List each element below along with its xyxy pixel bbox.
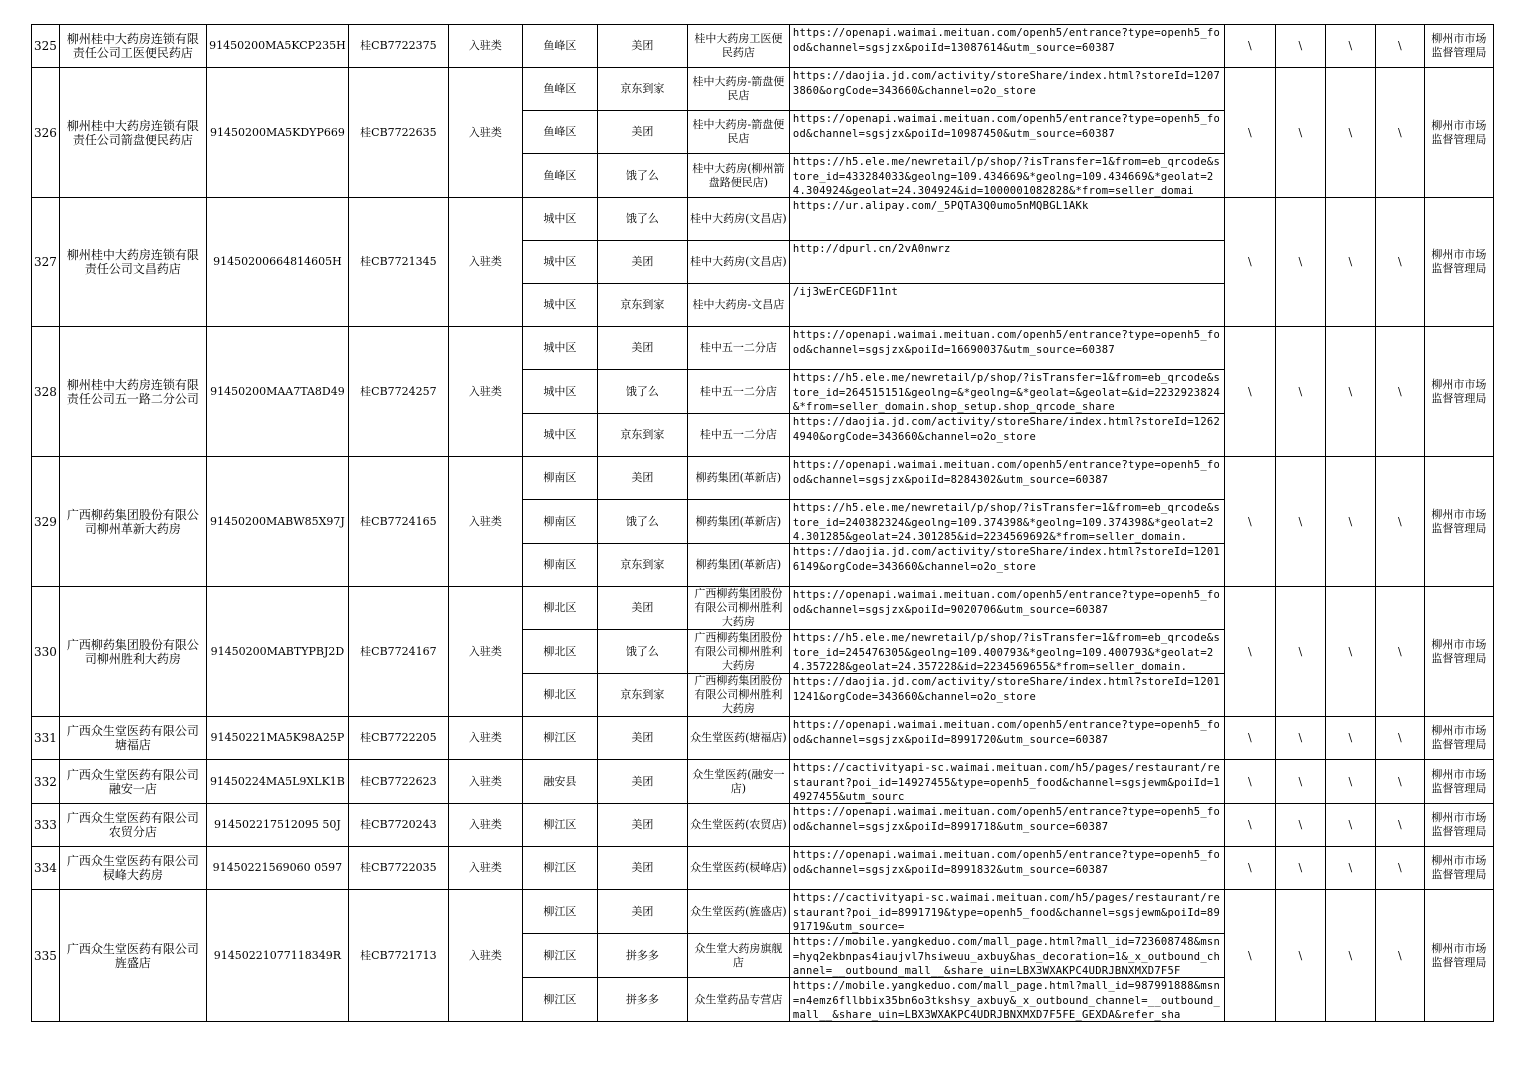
store-name: 广西柳药集团股份有限公司柳州胜利大药房 bbox=[694, 587, 783, 628]
entry-type: 入驻类 bbox=[448, 587, 522, 717]
license-number: 桂CB7722035 bbox=[348, 847, 448, 890]
row-number: 329 bbox=[32, 457, 60, 587]
table-row bbox=[32, 587, 1494, 630]
empty-field-c4: \ bbox=[1375, 760, 1424, 804]
empty-field-c2: \ bbox=[1275, 717, 1325, 760]
platform-cell: 拼多多 bbox=[597, 934, 687, 978]
store-url[interactable]: https://daojia.jd.com/activity/storeShare/index.html?storeId=12011241&orgCode=343660&channel=o2o_store bbox=[792, 676, 1221, 703]
store-name: 桂中大药房-箭盘便民店 bbox=[692, 75, 785, 102]
company-name: 柳州桂中大药房连锁有限责任公司工医便民药店 bbox=[59, 25, 206, 68]
platform-cell: 美团 bbox=[597, 457, 687, 500]
district-cell: 柳北区 bbox=[522, 587, 597, 630]
empty-field-c4: \ bbox=[1375, 804, 1424, 847]
platform-cell: 美团 bbox=[597, 804, 687, 847]
store-url-cell bbox=[789, 544, 1224, 587]
row-number: 330 bbox=[32, 587, 60, 717]
company-name: 广西众生堂医药有限公司塘福店 bbox=[59, 717, 206, 760]
platform-cell: 美团 bbox=[597, 760, 687, 804]
license-number: 桂CB7721345 bbox=[348, 198, 448, 327]
row-number: 334 bbox=[32, 847, 60, 890]
store-name-cell bbox=[687, 284, 789, 327]
company-name: 广西柳药集团股份有限公司柳州胜利大药房 bbox=[59, 587, 206, 717]
empty-field-c4: \ bbox=[1375, 68, 1424, 198]
empty-field-c3: \ bbox=[1325, 198, 1375, 327]
store-name-cell bbox=[687, 241, 789, 284]
store-name-cell bbox=[687, 804, 789, 847]
entry-type: 入驻类 bbox=[448, 847, 522, 890]
store-name: 桂中大药房(文昌店) bbox=[690, 255, 787, 268]
table-row bbox=[32, 327, 1494, 370]
district-cell: 鱼峰区 bbox=[522, 68, 597, 111]
license-number: 桂CB7724257 bbox=[348, 327, 448, 457]
authority-cell: 柳州市市场监督管理局 bbox=[1424, 804, 1493, 847]
empty-field-c3: \ bbox=[1325, 717, 1375, 760]
credit-code: 914502217512095 50J bbox=[206, 804, 348, 847]
store-url-cell bbox=[789, 630, 1224, 674]
store-url[interactable]: https://mobile.yangkeduo.com/mall_page.html?mall_id=987991888&msn=n4emz6fllbbix35bn6o3tkshsy_axbuy&_x_outbound_channel=__outbound_mall__&share_uin=LBX3WXAKPC4UDRJBNXMXD7F5FE_GEXDA&refer_sha bbox=[792, 980, 1221, 1021]
authority-cell: 柳州市市场监督管理局 bbox=[1424, 198, 1493, 327]
store-name-cell bbox=[687, 717, 789, 760]
platform-cell: 饿了么 bbox=[597, 500, 687, 544]
empty-field-c4: \ bbox=[1375, 25, 1424, 68]
authority-cell: 柳州市市场监督管理局 bbox=[1424, 717, 1493, 760]
authority-cell: 柳州市市场监督管理局 bbox=[1424, 760, 1493, 804]
empty-field-c4: \ bbox=[1375, 457, 1424, 587]
store-url-cell bbox=[789, 68, 1224, 111]
credit-code: 91450224MA5L9XLK1B bbox=[206, 760, 348, 804]
store-name: 桂中五一二分店 bbox=[699, 384, 777, 398]
district-cell: 城中区 bbox=[522, 198, 597, 241]
empty-field-c2: \ bbox=[1275, 847, 1325, 890]
district-cell: 城中区 bbox=[522, 370, 597, 414]
store-url-cell bbox=[789, 760, 1224, 804]
credit-code: 91450200MAA7TA8D49 bbox=[206, 327, 348, 457]
store-name: 众生堂医药(旌盛店) bbox=[690, 904, 787, 918]
empty-field-c2: \ bbox=[1275, 890, 1325, 1022]
district-cell: 柳南区 bbox=[522, 457, 597, 500]
store-url[interactable]: https://openapi.waimai.meituan.com/openh5/entrance?type=openh5_food&channel=sgsjzx&poiId=8991720&utm_source=60387 bbox=[792, 719, 1221, 746]
empty-field-c3: \ bbox=[1325, 890, 1375, 1022]
authority-cell: 柳州市市场监督管理局 bbox=[1424, 587, 1493, 717]
store-url[interactable]: https://openapi.waimai.meituan.com/openh5/entrance?type=openh5_food&channel=sgsjzx&poiId=13087614&utm_source=60387 bbox=[792, 27, 1221, 54]
empty-field-c2: \ bbox=[1275, 68, 1325, 198]
platform-cell: 京东到家 bbox=[597, 544, 687, 587]
credit-code: 91450200664814605H bbox=[206, 198, 348, 327]
company-name: 广西众生堂医药有限公司旌盛店 bbox=[59, 890, 206, 1022]
table-row bbox=[32, 68, 1494, 111]
platform-cell: 京东到家 bbox=[597, 284, 687, 327]
store-name: 众生堂大药房旗舰店 bbox=[694, 941, 783, 969]
district-cell: 柳江区 bbox=[522, 934, 597, 978]
district-cell: 柳南区 bbox=[522, 500, 597, 544]
store-url-cell bbox=[789, 890, 1224, 934]
store-name-cell bbox=[687, 327, 789, 370]
store-name: 桂中大药房-文昌店 bbox=[692, 298, 785, 311]
store-name-cell bbox=[687, 674, 789, 717]
row-number: 326 bbox=[32, 68, 60, 198]
empty-field-c1: \ bbox=[1224, 804, 1275, 847]
store-name: 众生堂医药(棂峰店) bbox=[690, 861, 787, 874]
store-name: 桂中大药房(柳州箭盘路便民店) bbox=[692, 161, 785, 189]
empty-field-c3: \ bbox=[1325, 68, 1375, 198]
company-name: 柳州桂中大药房连锁有限责任公司文昌药店 bbox=[59, 198, 206, 327]
store-name: 桂中五一二分店 bbox=[699, 428, 777, 441]
store-url-cell bbox=[789, 154, 1224, 198]
empty-field-c3: \ bbox=[1325, 327, 1375, 457]
empty-field-c4: \ bbox=[1375, 847, 1424, 890]
empty-field-c4: \ bbox=[1375, 198, 1424, 327]
district-cell: 柳江区 bbox=[522, 978, 597, 1022]
entry-type: 入驻类 bbox=[448, 198, 522, 327]
district-cell: 城中区 bbox=[522, 414, 597, 457]
empty-field-c1: \ bbox=[1224, 198, 1275, 327]
credit-code: 91450221MA5K98A25P bbox=[206, 717, 348, 760]
empty-field-c1: \ bbox=[1224, 68, 1275, 198]
store-url[interactable]: https://openapi.waimai.meituan.com/openh5/entrance?type=openh5_food&channel=sgsjzx&poiId=16690037&utm_source=60387 bbox=[792, 329, 1221, 356]
credit-code: 91450200MA5KDYP669 bbox=[206, 68, 348, 198]
table-row bbox=[32, 804, 1494, 847]
license-number: 桂CB7722623 bbox=[348, 760, 448, 804]
store-url-cell bbox=[789, 934, 1224, 978]
company-name: 广西众生堂医药有限公司棂峰大药房 bbox=[59, 847, 206, 890]
store-url[interactable]: https://daojia.jd.com/activity/storeShare/index.html?storeId=12016149&orgCode=343660&channel=o2o_store bbox=[792, 546, 1221, 573]
store-name-cell bbox=[687, 457, 789, 500]
empty-field-c1: \ bbox=[1224, 847, 1275, 890]
empty-field-c2: \ bbox=[1275, 760, 1325, 804]
store-url-cell bbox=[789, 241, 1224, 284]
platform-cell: 美团 bbox=[597, 111, 687, 154]
store-url[interactable]: https://cactivityapi-sc.waimai.meituan.com/h5/pages/restaurant/restaurant?poi_id=14927455&type=openh5_food&channel=sgsjewm&poiId=14927455&utm_sourc bbox=[792, 762, 1221, 803]
empty-field-c3: \ bbox=[1325, 760, 1375, 804]
license-number: 桂CB7722375 bbox=[348, 25, 448, 68]
company-name: 柳州桂中大药房连锁有限责任公司五一路二分公司 bbox=[59, 327, 206, 457]
store-name: 众生堂医药(农贸店) bbox=[690, 818, 787, 831]
store-url[interactable]: http://dpurl.cn/2vA0nwrz bbox=[792, 243, 951, 255]
empty-field-c1: \ bbox=[1224, 587, 1275, 717]
row-number: 332 bbox=[32, 760, 60, 804]
row-number: 328 bbox=[32, 327, 60, 457]
store-url[interactable]: https://h5.ele.me/newretail/p/shop/?isTransfer=1&from=eb_qrcode&store_id=240382324&geolng=109.374398&*geolng=109.374398&*geolat=24.301285&geolat=24.301285&id=2234569692&*from=seller_domain. bbox=[792, 502, 1221, 543]
table-row bbox=[32, 198, 1494, 241]
store-name: 柳药集团(革新店) bbox=[695, 558, 782, 571]
store-name: 柳药集团(革新店) bbox=[695, 514, 782, 528]
company-name: 柳州桂中大药房连锁有限责任公司箭盘便民药店 bbox=[59, 68, 206, 198]
store-name-cell bbox=[687, 68, 789, 111]
platform-cell: 美团 bbox=[597, 717, 687, 760]
empty-field-c4: \ bbox=[1375, 717, 1424, 760]
store-name-cell bbox=[687, 500, 789, 544]
authority-cell: 柳州市市场监督管理局 bbox=[1424, 327, 1493, 457]
empty-field-c1: \ bbox=[1224, 890, 1275, 1022]
entry-type: 入驻类 bbox=[448, 804, 522, 847]
store-name-cell bbox=[687, 890, 789, 934]
empty-field-c3: \ bbox=[1325, 847, 1375, 890]
store-url[interactable]: https://ur.alipay.com/_5PQTA3Q0umo5nMQBGL1AKk bbox=[792, 200, 1089, 212]
district-cell: 鱼峰区 bbox=[522, 154, 597, 198]
empty-field-c4: \ bbox=[1375, 890, 1424, 1022]
empty-field-c1: \ bbox=[1224, 457, 1275, 587]
empty-field-c2: \ bbox=[1275, 804, 1325, 847]
platform-cell: 饿了么 bbox=[597, 630, 687, 674]
store-url[interactable]: https://cactivityapi-sc.waimai.meituan.com/h5/pages/restaurant/restaurant?poi_id=8991719&type=openh5_food&channel=sgsjewm&poiId=8991719&utm_source= bbox=[792, 892, 1221, 933]
data-table bbox=[31, 24, 1494, 1022]
store-name-cell bbox=[687, 760, 789, 804]
district-cell: 柳江区 bbox=[522, 804, 597, 847]
entry-type: 入驻类 bbox=[448, 717, 522, 760]
table-row bbox=[32, 890, 1494, 934]
table-row bbox=[32, 717, 1494, 760]
credit-code: 91450200MABTYPBJ2D bbox=[206, 587, 348, 717]
credit-code: 91450221077118349R bbox=[206, 890, 348, 1022]
entry-type: 入驻类 bbox=[448, 890, 522, 1022]
table-row bbox=[32, 760, 1494, 804]
store-url[interactable]: https://daojia.jd.com/activity/storeShare/index.html?storeId=12073860&orgCode=343660&channel=o2o_store bbox=[792, 70, 1221, 97]
store-name-cell bbox=[687, 847, 789, 890]
authority-cell: 柳州市市场监督管理局 bbox=[1424, 25, 1493, 68]
empty-field-c2: \ bbox=[1275, 587, 1325, 717]
district-cell: 柳江区 bbox=[522, 890, 597, 934]
platform-cell: 饿了么 bbox=[597, 154, 687, 198]
store-url[interactable]: https://openapi.waimai.meituan.com/openh5/entrance?type=openh5_food&channel=sgsjzx&poiId=8284302&utm_source=60387 bbox=[792, 459, 1221, 486]
store-name-cell bbox=[687, 111, 789, 154]
license-number: 桂CB7720243 bbox=[348, 804, 448, 847]
platform-cell: 美团 bbox=[597, 847, 687, 890]
credit-code: 91450221569060 0597 bbox=[206, 847, 348, 890]
store-url-cell bbox=[789, 847, 1224, 890]
store-name-cell bbox=[687, 978, 789, 1022]
empty-field-c1: \ bbox=[1224, 25, 1275, 68]
store-url-cell bbox=[789, 414, 1224, 457]
store-name-cell bbox=[687, 630, 789, 674]
district-cell: 柳南区 bbox=[522, 544, 597, 587]
empty-field-c3: \ bbox=[1325, 25, 1375, 68]
store-url-cell bbox=[789, 111, 1224, 154]
store-url-cell bbox=[789, 804, 1224, 847]
store-name-cell bbox=[687, 154, 789, 198]
store-name-cell bbox=[687, 198, 789, 241]
store-url[interactable]: https://openapi.waimai.meituan.com/openh5/entrance?type=openh5_food&channel=sgsjzx&poiId=8991832&utm_source=60387 bbox=[792, 849, 1221, 876]
store-name-cell bbox=[687, 370, 789, 414]
store-url-cell bbox=[789, 457, 1224, 500]
entry-type: 入驻类 bbox=[448, 760, 522, 804]
company-name: 广西柳药集团股份有限公司柳州革新大药房 bbox=[59, 457, 206, 587]
store-url[interactable]: https://h5.ele.me/newretail/p/shop/?isTransfer=1&from=eb_qrcode&store_id=245476305&geolng=109.400793&*geolng=109.400793&*geolat=24.357228&geolat=24.357228&id=2234569655&*from=seller_domain. bbox=[792, 632, 1221, 673]
platform-cell: 饿了么 bbox=[597, 198, 687, 241]
district-cell: 融安县 bbox=[522, 760, 597, 804]
store-name: 广西柳药集团股份有限公司柳州胜利大药房 bbox=[694, 630, 783, 672]
credit-code: 91450200MA5KCP235H bbox=[206, 25, 348, 68]
empty-field-c2: \ bbox=[1275, 198, 1325, 327]
store-url[interactable]: https://mobile.yangkeduo.com/mall_page.html?mall_id=723608748&msn=hyq2ekbnpas4iaujvl7hsiweuu_axbuy&has_decoration=1&_x_outbound_channel=__outbound_mall__&share_uin=LBX3WXAKPC4UDRJBNXMXD7F5F bbox=[792, 936, 1221, 977]
store-name: 桂中大药房(文昌店) bbox=[690, 212, 787, 225]
store-name: 众生堂药品专营店 bbox=[694, 992, 783, 1006]
license-number: 桂CB7721713 bbox=[348, 890, 448, 1022]
platform-cell: 拼多多 bbox=[597, 978, 687, 1022]
store-url[interactable]: https://openapi.waimai.meituan.com/openh5/entrance?type=openh5_food&channel=sgsjzx&poiId=8991718&utm_source=60387 bbox=[792, 806, 1221, 833]
store-name-cell bbox=[687, 544, 789, 587]
district-cell: 城中区 bbox=[522, 284, 597, 327]
entry-type: 入驻类 bbox=[448, 457, 522, 587]
empty-field-c4: \ bbox=[1375, 327, 1424, 457]
empty-field-c1: \ bbox=[1224, 760, 1275, 804]
row-number: 333 bbox=[32, 804, 60, 847]
district-cell: 鱼峰区 bbox=[522, 25, 597, 68]
table-row bbox=[32, 25, 1494, 68]
district-cell: 城中区 bbox=[522, 327, 597, 370]
empty-field-c2: \ bbox=[1275, 457, 1325, 587]
company-name: 广西众生堂医药有限公司农贸分店 bbox=[59, 804, 206, 847]
platform-cell: 京东到家 bbox=[597, 414, 687, 457]
district-cell: 柳北区 bbox=[522, 630, 597, 674]
platform-cell: 美团 bbox=[597, 587, 687, 630]
store-url-cell bbox=[789, 198, 1224, 241]
license-number: 桂CB7722635 bbox=[348, 68, 448, 198]
empty-field-c2: \ bbox=[1275, 327, 1325, 457]
platform-cell: 饿了么 bbox=[597, 370, 687, 414]
empty-field-c3: \ bbox=[1325, 804, 1375, 847]
table-row bbox=[32, 457, 1494, 500]
store-url[interactable]: /ij3wErCEGDF11nt bbox=[792, 286, 899, 298]
store-name: 桂中大药房-箭盘便民店 bbox=[692, 118, 785, 145]
row-number: 325 bbox=[32, 25, 60, 68]
store-url-cell bbox=[789, 587, 1224, 630]
district-cell: 柳江区 bbox=[522, 717, 597, 760]
platform-cell: 京东到家 bbox=[597, 674, 687, 717]
license-number: 桂CB7722205 bbox=[348, 717, 448, 760]
store-name-cell bbox=[687, 414, 789, 457]
store-url[interactable]: https://h5.ele.me/newretail/p/shop/?isTransfer=1&from=eb_qrcode&store_id=264515151&geolng=&*geolng=&*geolat=&geolat=&id=2232923824&*from=seller_domain.shop_setup.shop_qrcode_share bbox=[792, 372, 1221, 413]
store-name-cell bbox=[687, 934, 789, 978]
credit-code: 91450200MABW85X97J bbox=[206, 457, 348, 587]
row-number: 331 bbox=[32, 717, 60, 760]
authority-cell: 柳州市市场监督管理局 bbox=[1424, 847, 1493, 890]
district-cell: 城中区 bbox=[522, 241, 597, 284]
entry-type: 入驻类 bbox=[448, 327, 522, 457]
district-cell: 鱼峰区 bbox=[522, 111, 597, 154]
authority-cell: 柳州市市场监督管理局 bbox=[1424, 890, 1493, 1022]
district-cell: 柳江区 bbox=[522, 847, 597, 890]
empty-field-c2: \ bbox=[1275, 25, 1325, 68]
store-url-cell bbox=[789, 674, 1224, 717]
empty-field-c4: \ bbox=[1375, 587, 1424, 717]
row-number: 335 bbox=[32, 890, 60, 1022]
store-url[interactable]: https://h5.ele.me/newretail/p/shop/?isTransfer=1&from=eb_qrcode&store_id=433284033&geolng=109.434669&*geolng=109.434669&*geolat=24.304924&geolat=24.304924&id=1000001082828&*from=seller_domai bbox=[792, 156, 1221, 197]
store-name-cell bbox=[687, 587, 789, 630]
entry-type: 入驻类 bbox=[448, 25, 522, 68]
store-url-cell bbox=[789, 327, 1224, 370]
store-name: 柳药集团(革新店) bbox=[695, 471, 782, 484]
store-name: 桂中大药房工医便民药店 bbox=[694, 32, 783, 59]
store-url[interactable]: https://daojia.jd.com/activity/storeShare/index.html?storeId=12624940&orgCode=343660&channel=o2o_store bbox=[792, 416, 1221, 443]
empty-field-c3: \ bbox=[1325, 457, 1375, 587]
store-name: 众生堂医药(塘福店) bbox=[690, 731, 787, 744]
store-url-cell bbox=[789, 25, 1224, 68]
platform-cell: 美团 bbox=[597, 890, 687, 934]
store-name-cell bbox=[687, 25, 789, 68]
platform-cell: 美团 bbox=[597, 327, 687, 370]
store-url[interactable]: https://openapi.waimai.meituan.com/openh5/entrance?type=openh5_food&channel=sgsjzx&poiId=9020706&utm_source=60387 bbox=[792, 589, 1221, 616]
store-url-cell bbox=[789, 978, 1224, 1022]
authority-cell: 柳州市市场监督管理局 bbox=[1424, 457, 1493, 587]
table-row bbox=[32, 847, 1494, 890]
store-name: 众生堂医药(融安一店) bbox=[692, 767, 785, 795]
empty-field-c1: \ bbox=[1224, 327, 1275, 457]
store-url-cell bbox=[789, 500, 1224, 544]
license-number: 桂CB7724167 bbox=[348, 587, 448, 717]
store-name: 桂中五一二分店 bbox=[699, 341, 777, 354]
license-number: 桂CB7724165 bbox=[348, 457, 448, 587]
authority-cell: 柳州市市场监督管理局 bbox=[1424, 68, 1493, 198]
store-url[interactable]: https://openapi.waimai.meituan.com/openh5/entrance?type=openh5_food&channel=sgsjzx&poiId=10987450&utm_source=60387 bbox=[792, 113, 1221, 140]
row-number: 327 bbox=[32, 198, 60, 327]
store-url-cell bbox=[789, 370, 1224, 414]
district-cell: 柳北区 bbox=[522, 674, 597, 717]
store-url-cell bbox=[789, 717, 1224, 760]
company-name: 广西众生堂医药有限公司融安一店 bbox=[59, 760, 206, 804]
empty-field-c1: \ bbox=[1224, 717, 1275, 760]
empty-field-c3: \ bbox=[1325, 587, 1375, 717]
store-name: 广西柳药集团股份有限公司柳州胜利大药房 bbox=[694, 674, 783, 715]
entry-type: 入驻类 bbox=[448, 68, 522, 198]
store-url-cell bbox=[789, 284, 1224, 327]
platform-cell: 京东到家 bbox=[597, 68, 687, 111]
platform-cell: 美团 bbox=[597, 241, 687, 284]
platform-cell: 美团 bbox=[597, 25, 687, 68]
